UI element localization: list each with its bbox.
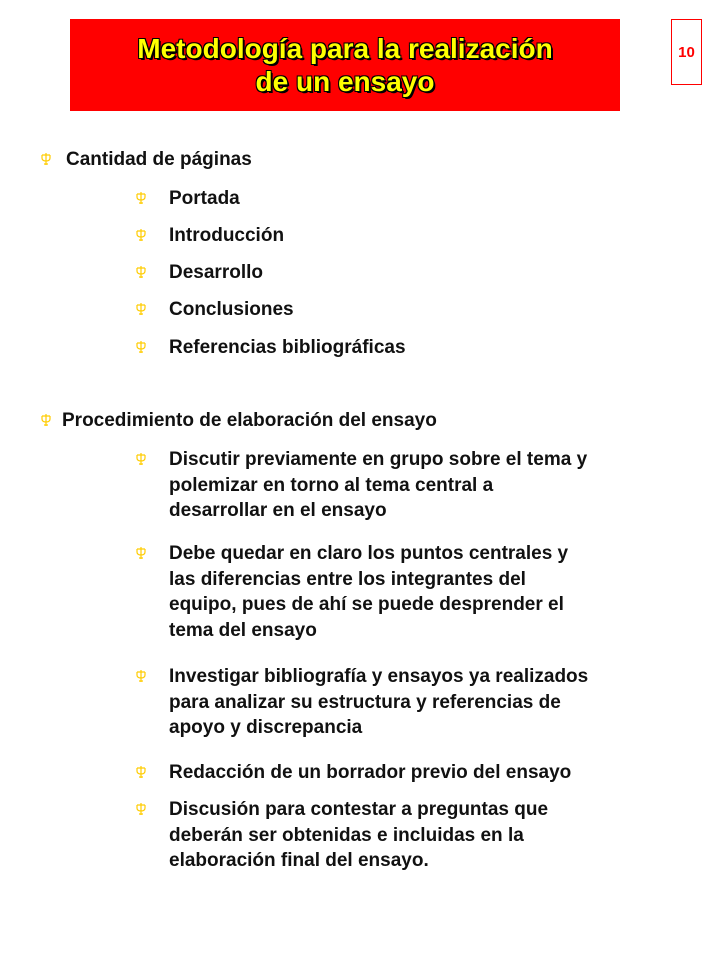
ornamental-bullet-icon [135,265,147,279]
list-item-line: elaboración final del ensayo. [169,850,429,871]
list-item-line: Discutir previamente en grupo sobre el tema y [169,449,588,470]
list-item-line: polemizar en torno al tema central a [169,474,494,496]
section-heading-text: Cantidad de páginas [66,149,252,170]
list-item-line: Debe quedar en claro los puntos centrales y [169,543,569,564]
list-item-line: Discusión para contestar a preguntas que [169,799,549,820]
section-heading-cantidad [40,147,252,173]
list-item [135,447,587,524]
list-item-line: las diferencias entre los integrantes del [169,568,526,590]
list-item [135,760,571,786]
title-line-2: de un ensayo [255,66,435,97]
list-item-text [169,760,571,786]
ornamental-bullet-icon [135,191,147,205]
list-item-text [169,541,568,643]
list-item [135,186,240,212]
list-item-text [169,447,587,524]
list-item-text [169,664,588,741]
ornamental-bullet-icon [135,669,147,683]
list-item [135,797,548,874]
list-item-text: Desarrollo [169,262,263,283]
list-item-line: Redacción de un borrador previo del ensayo [169,762,572,783]
list-item [135,260,263,286]
list-item-line: apoyo y discrepancia [169,717,363,738]
ornamental-bullet-icon [135,546,147,560]
ornamental-bullet-icon [135,340,147,354]
list-item-line: Investigar bibliografía y ensayos ya realizados [169,666,589,687]
list-item [135,223,284,249]
section-heading-procedimiento [40,408,437,434]
ornamental-bullet-icon [135,765,147,779]
ornamental-bullet-icon [135,302,147,316]
ornamental-bullet-icon [135,452,147,466]
page-number: 10 [671,19,702,85]
title-line-1: Metodología para la realización [137,33,553,64]
list-item [135,297,294,323]
list-item-line: para analizar su estructura y referencias de [169,691,561,713]
list-item-text: Referencias bibliográficas [169,337,406,358]
ornamental-bullet-icon [40,152,52,166]
ornamental-bullet-icon [135,802,147,816]
list-item-text: Portada [169,188,240,209]
ornamental-bullet-icon [40,413,52,427]
title-banner [70,19,620,111]
list-item-line: equipo, pues de ahí se puede desprender el [169,594,564,615]
list-item-line: deberán ser obtenidas e incluidas en la [169,824,524,846]
list-item [135,664,588,741]
list-item-text: Introducción [169,225,285,246]
list-item-text: Conclusiones [169,299,294,320]
list-item [135,541,568,643]
list-item-text [169,797,548,874]
section-heading-text: Procedimiento de elaboración del ensayo [62,410,437,431]
list-item-line: desarrollar en el ensayo [169,500,387,521]
list-item-line: tema del ensayo [169,619,317,641]
ornamental-bullet-icon [135,228,147,242]
list-item [135,335,406,361]
